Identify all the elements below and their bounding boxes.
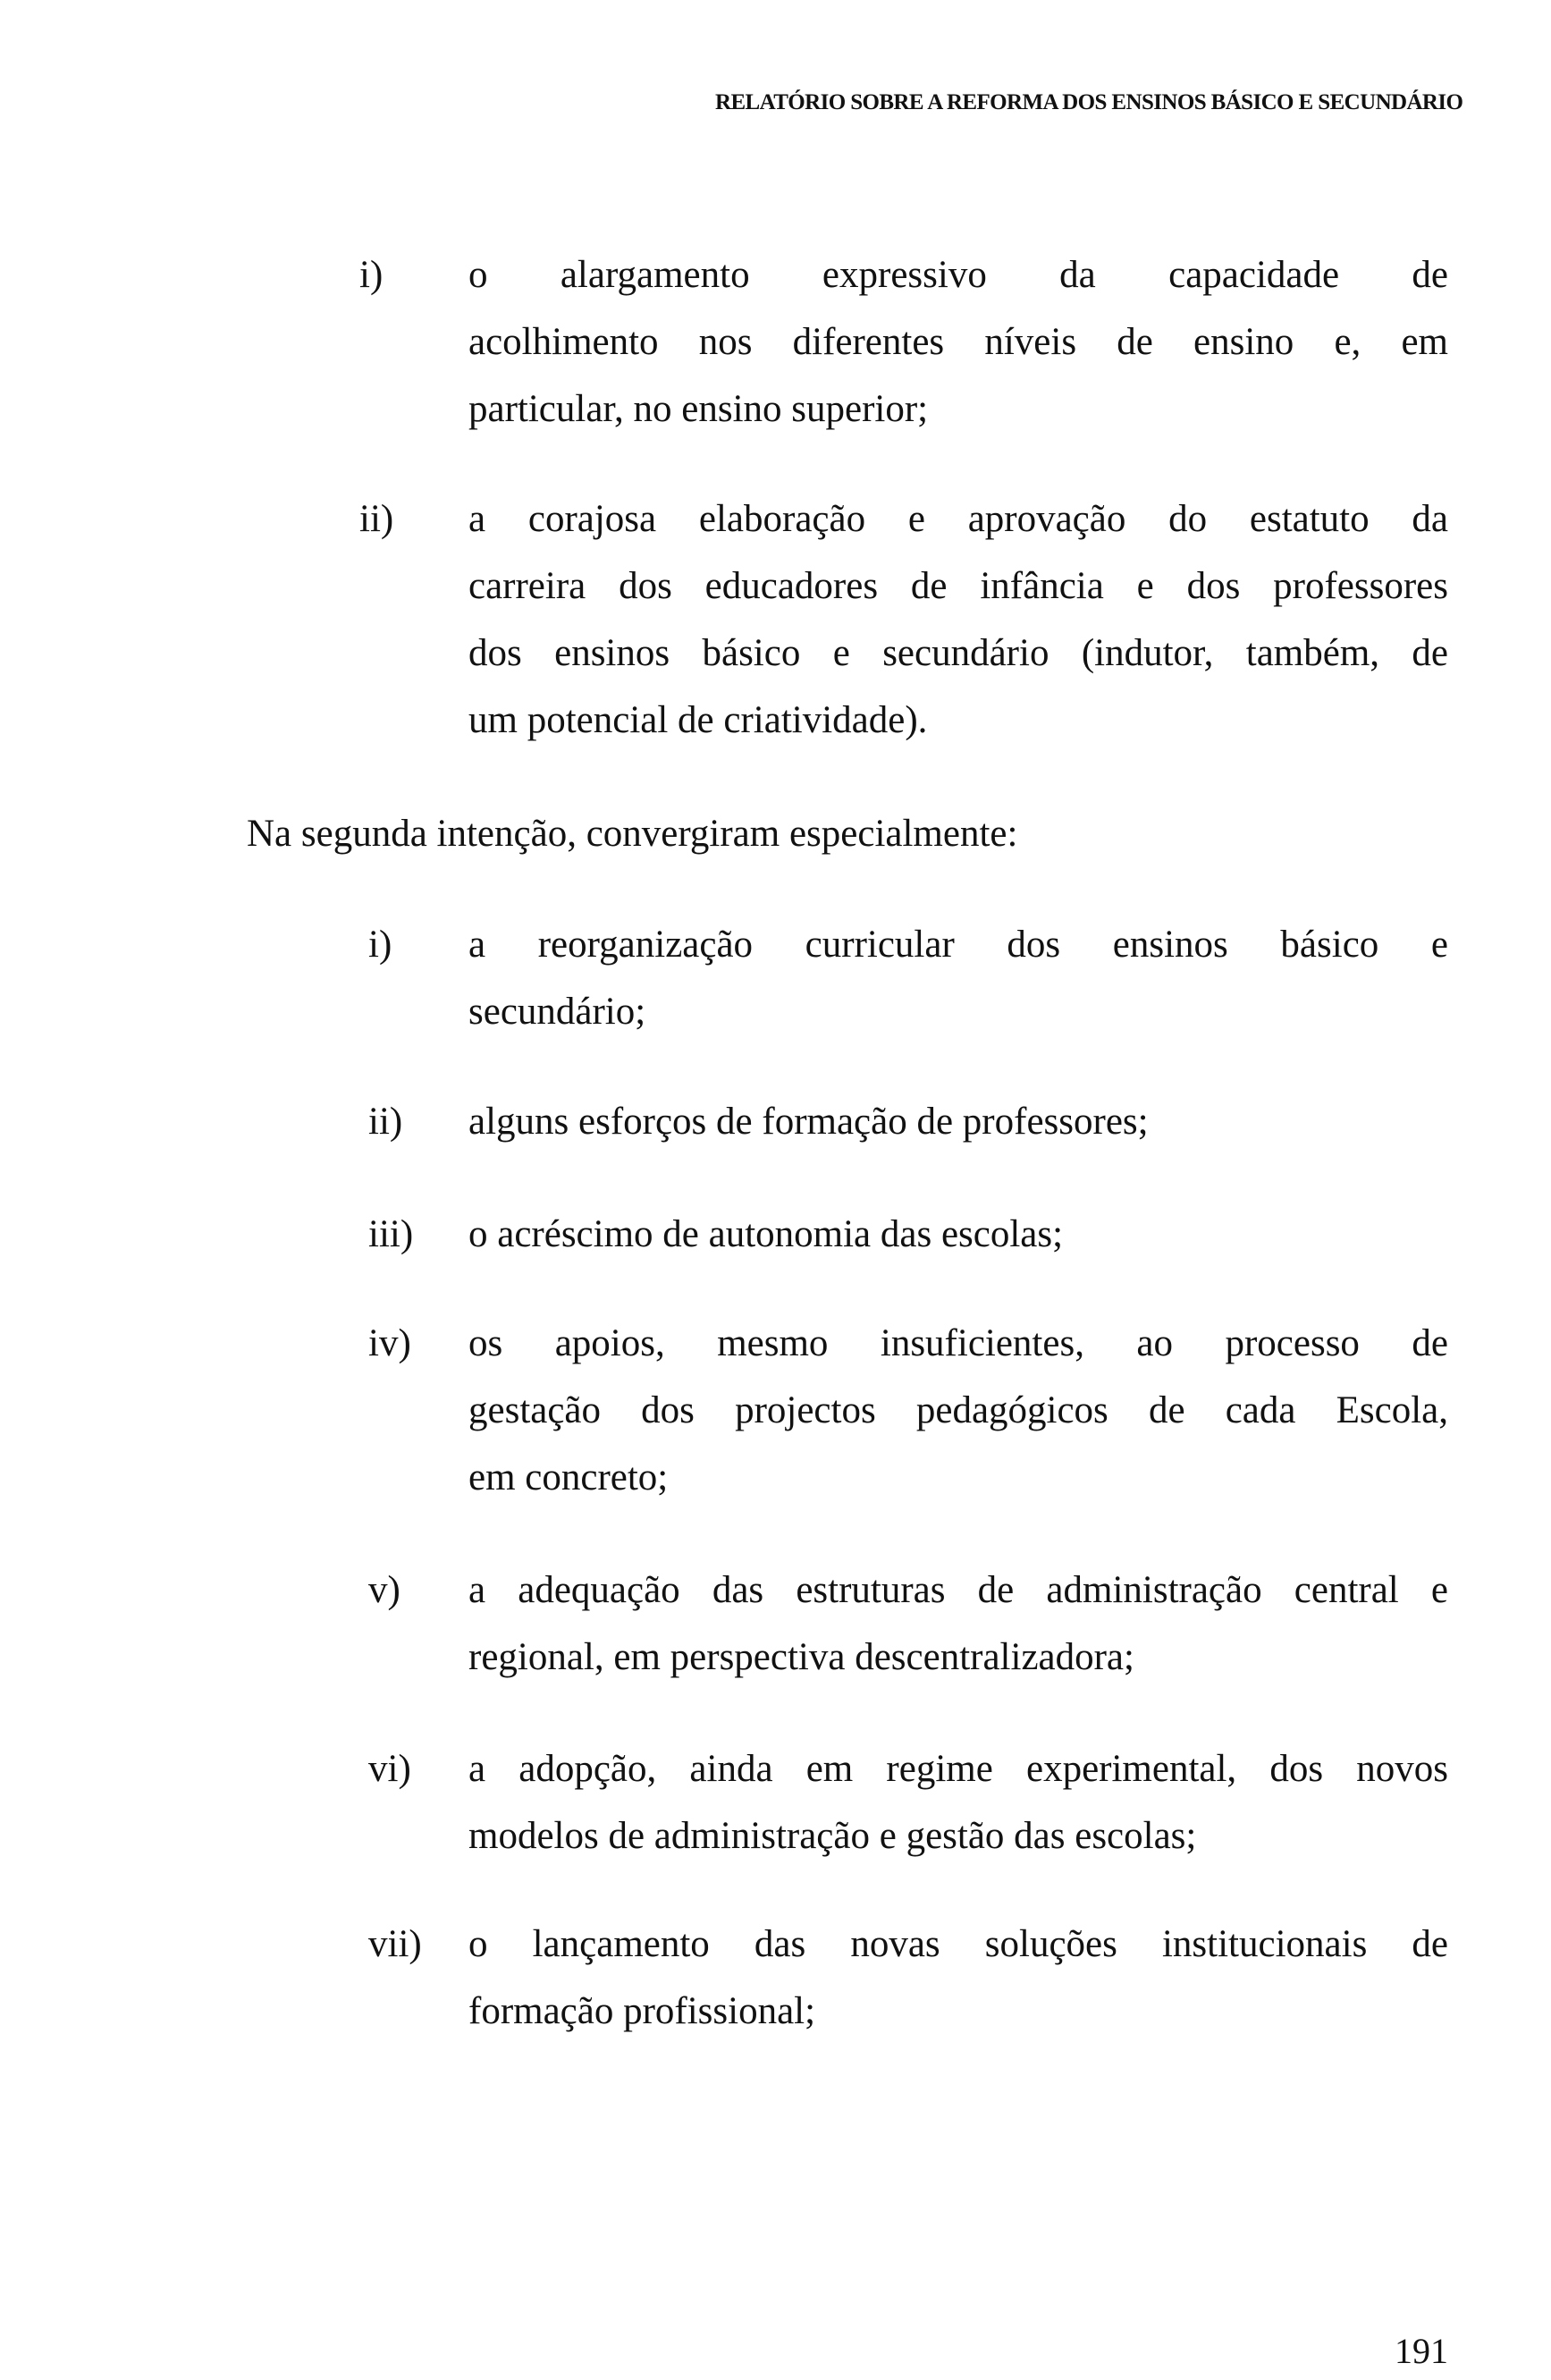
list-item-text: [468, 1088, 1448, 1155]
list-marker: vi): [368, 1748, 411, 1790]
body-paragraph: Na segunda intenção, convergiram especialmente:: [247, 813, 1018, 855]
page-number: 191: [1395, 2331, 1448, 2371]
list-item-text: [468, 241, 1448, 443]
text-line: acolhimento nos diferentes níveis de ensino e, em: [468, 321, 1448, 363]
text-line: o lançamento das novas soluções institucionais de: [468, 1923, 1448, 1965]
list-marker: vii): [368, 1923, 422, 1965]
list-item-text: [468, 1557, 1448, 1691]
text-line: formação profissional;: [468, 1990, 816, 2032]
text-line: alguns esforços de formação de professores;: [468, 1101, 1149, 1143]
list-marker: i): [359, 254, 384, 296]
list-marker: ii): [368, 1101, 403, 1143]
text-line: a reorganização curricular dos ensinos básico e: [468, 924, 1448, 966]
list-marker: i): [368, 924, 392, 966]
text-line: modelos de administração e gestão das escolas;: [468, 1815, 1197, 1857]
text-line: gestação dos projectos pedagógicos de cada Escola,: [468, 1389, 1448, 1431]
list-item-text: [468, 485, 1448, 754]
text-line: o alargamento expressivo da capacidade de: [468, 254, 1448, 296]
text-line: em concreto;: [468, 1456, 669, 1498]
list-item-text: [468, 1735, 1448, 1869]
list-marker: ii): [359, 498, 394, 540]
list-item-text: [468, 911, 1448, 1045]
list-item-text: [468, 1201, 1448, 1268]
list-item-text: [468, 1911, 1448, 2045]
running-header: RELATÓRIO SOBRE A REFORMA DOS ENSINOS BÁSICO E SECUNDÁRIO: [715, 90, 1463, 114]
text-line: o acréscimo de autonomia das escolas;: [468, 1213, 1064, 1255]
text-line: secundário;: [468, 991, 646, 1033]
text-line: a corajosa elaboração e aprovação do estatuto da: [468, 498, 1448, 540]
text-line: regional, em perspectiva descentralizadora;: [468, 1636, 1134, 1678]
text-line: carreira dos educadores de infância e dos professores: [468, 565, 1448, 607]
text-line: a adequação das estruturas de administração central e: [468, 1569, 1448, 1611]
text-line: os apoios, mesmo insuficientes, ao processo de: [468, 1322, 1448, 1364]
text-line: particular, no ensino superior;: [468, 388, 929, 430]
list-marker: iii): [368, 1213, 414, 1255]
list-item-text: [468, 1310, 1448, 1511]
text-line: dos ensinos básico e secundário (indutor, também, de: [468, 632, 1448, 674]
list-marker: v): [368, 1569, 400, 1611]
list-marker: iv): [368, 1322, 411, 1364]
text-line: um potencial de criatividade).: [468, 699, 928, 741]
text-line: a adopção, ainda em regime experimental, dos novos: [468, 1748, 1448, 1790]
